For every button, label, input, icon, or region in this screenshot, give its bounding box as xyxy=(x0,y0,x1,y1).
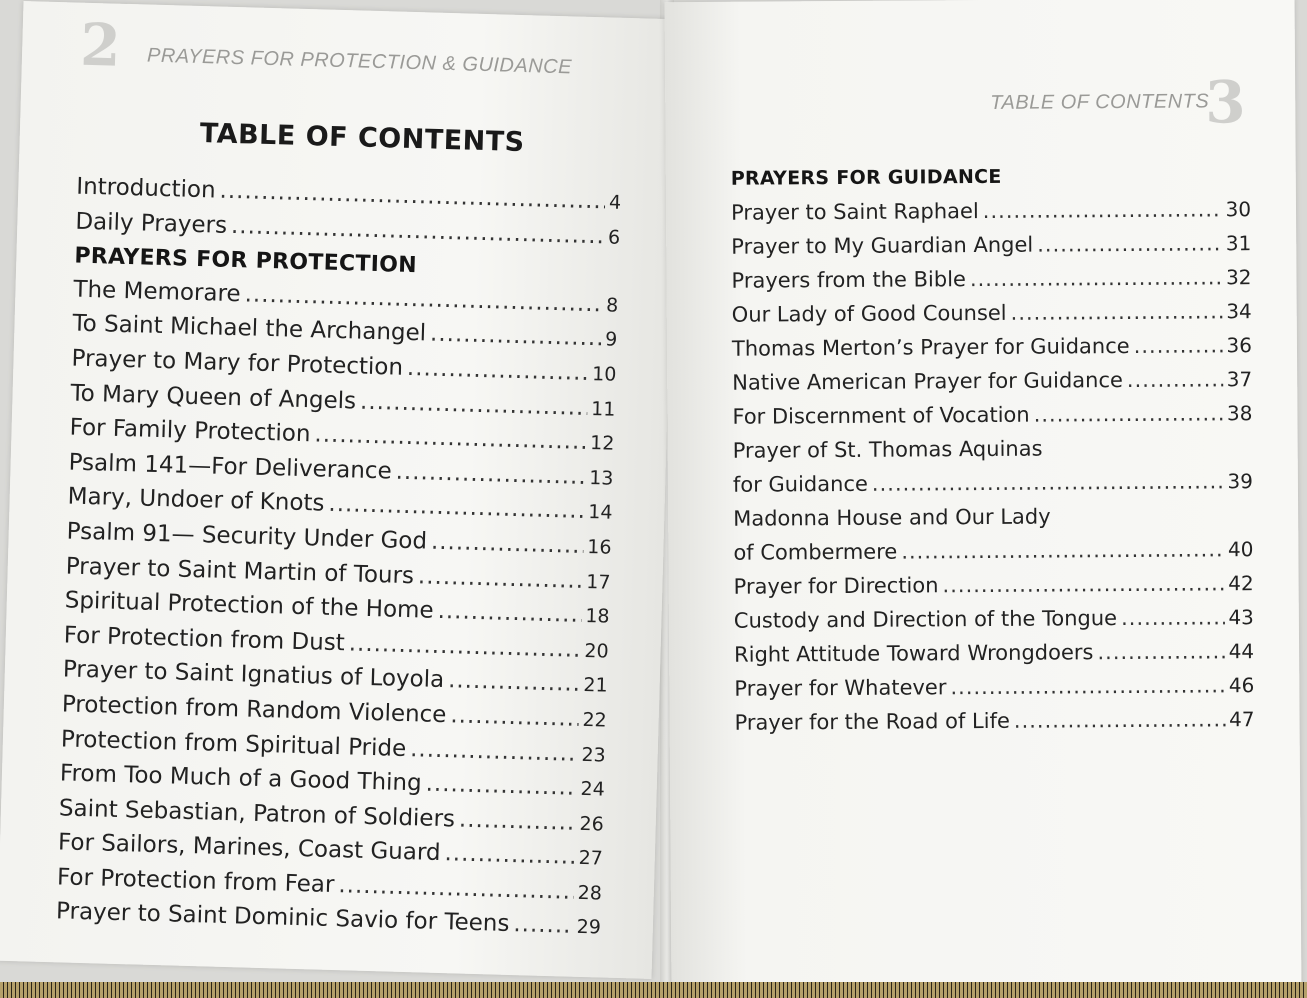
toc-entry-label: Prayers from the Bible xyxy=(731,267,966,293)
toc-entry-page: 6 xyxy=(607,226,621,249)
toc-entry-page: 30 xyxy=(1225,197,1252,222)
toc-entry-label: Custody and Direction of the Tongue xyxy=(733,606,1118,633)
toc-entry-label: From Too Much of a Good Thing xyxy=(59,760,423,797)
toc-entry-page: 10 xyxy=(591,363,617,386)
leader-dots xyxy=(450,699,579,736)
toc-entry xyxy=(733,430,1253,468)
toc-entry-page: 32 xyxy=(1225,265,1252,290)
toc-entry-page: 23 xyxy=(581,743,607,767)
toc-entry-page: 38 xyxy=(1226,401,1253,426)
toc-entry-page: 37 xyxy=(1226,367,1253,392)
toc-entry-label: of Combermere xyxy=(733,539,898,565)
toc-entry-page: 40 xyxy=(1227,537,1254,562)
leader-dots xyxy=(417,560,582,598)
toc-entry xyxy=(733,464,1253,502)
toc-entry-label: To Saint Michael the Archangel xyxy=(72,310,427,347)
toc-entry xyxy=(734,702,1254,740)
toc-entry-page: 46 xyxy=(1228,673,1255,698)
toc-entry xyxy=(734,668,1254,706)
toc-entry-label: For Protection from Dust xyxy=(63,622,346,656)
leader-dots xyxy=(328,488,585,529)
leader-dots xyxy=(410,733,578,771)
toc-entry xyxy=(732,294,1252,332)
toc-entry-label: Thomas Merton’s Prayer for Guidance xyxy=(731,333,1130,361)
leader-dots xyxy=(901,532,1224,568)
leader-dots xyxy=(872,464,1224,500)
toc-entry-label: For Family Protection xyxy=(69,414,311,448)
ruler-edge xyxy=(0,982,1307,998)
leader-dots xyxy=(1134,328,1223,363)
leader-dots xyxy=(431,526,584,564)
toc-entry-label: For Discernment of Vocation xyxy=(732,402,1030,429)
toc-entry-label: Prayer to My Guardian Angel xyxy=(731,232,1034,259)
leader-dots xyxy=(1037,226,1222,261)
toc-entry xyxy=(731,226,1251,264)
toc-entry-label: Prayer for the Road of Life xyxy=(734,708,1010,735)
left-running-head: PRAYERS FOR PROTECTION & GUIDANCE xyxy=(146,44,573,79)
toc-entry-page: 36 xyxy=(1226,333,1253,358)
toc-entry xyxy=(731,192,1251,230)
toc-entry-page: 17 xyxy=(586,570,611,594)
toc-entry xyxy=(733,532,1253,570)
leader-dots xyxy=(444,837,575,874)
toc-entry-page: 4 xyxy=(608,191,622,214)
toc-entry-page: 27 xyxy=(578,847,604,870)
leader-dots xyxy=(1097,634,1224,669)
toc-entry-page: 43 xyxy=(1228,605,1254,630)
toc-entry-label: Psalm 91— Security Under God xyxy=(66,518,428,555)
right-toc-list xyxy=(731,158,1255,740)
toc-entry-label: Introduction xyxy=(76,173,216,204)
toc-entry-page: 21 xyxy=(583,674,608,697)
toc-entry-label: Daily Prayers xyxy=(75,208,228,239)
toc-entry-label: Psalm 141—For Deliverance xyxy=(68,449,393,485)
toc-entry-label: Prayer to Saint Ignatius of Loyola xyxy=(62,656,445,694)
leader-dots xyxy=(448,664,580,701)
toc-entry-page: 42 xyxy=(1228,571,1254,596)
section-heading-guidance: PRAYERS FOR GUIDANCE xyxy=(730,165,1002,190)
protection-entries xyxy=(56,273,619,945)
toc-entry-label: Prayer for Direction xyxy=(733,573,939,599)
toc-entry-label: Prayer of St. Thomas Aquinas xyxy=(732,436,1043,463)
leader-dots xyxy=(430,318,602,356)
leader-dots xyxy=(970,260,1222,296)
toc-entry-page: 34 xyxy=(1226,299,1252,324)
toc-entry xyxy=(731,260,1251,298)
toc-entry-page: 12 xyxy=(589,432,615,455)
toc-entry-label: For Protection from Fear xyxy=(56,864,335,898)
toc-entry xyxy=(734,634,1254,672)
toc-entry-page: 31 xyxy=(1225,231,1252,256)
leader-dots xyxy=(950,668,1225,704)
toc-entry-label: To Mary Queen of Angels xyxy=(70,380,357,415)
toc-entry-page: 11 xyxy=(590,397,616,421)
toc-entry xyxy=(734,566,1254,604)
toc-entry-page: 26 xyxy=(579,812,605,836)
toc-entry-label: Native American Prayer for Guidance xyxy=(732,368,1123,395)
leader-dots xyxy=(1127,362,1223,397)
toc-entry-label: Protection from Random Violence xyxy=(61,691,447,729)
toc-entry-label: Prayer to Saint Martin of Tours xyxy=(65,552,415,589)
right-page-number: 3 xyxy=(1205,68,1246,137)
left-toc-list xyxy=(56,171,622,946)
toc-entry xyxy=(732,362,1252,400)
toc-entry-label: Our Lady of Good Counsel xyxy=(731,300,1007,327)
toc-entry-label: Prayer to Saint Dominic Savio for Teens xyxy=(55,898,510,938)
guidance-entries xyxy=(731,192,1255,740)
toc-entry-label: Saint Sebastian, Patron of Soldiers xyxy=(58,795,456,833)
toc-title: TABLE OF CONTENTS xyxy=(199,118,526,159)
leader-dots xyxy=(513,909,573,944)
toc-entry-label: Prayer for Whatever xyxy=(734,675,947,701)
toc-entry-label: Spiritual Protection of the Home xyxy=(64,587,434,624)
leader-dots xyxy=(338,869,574,909)
right-running-head: TABLE OF CONTENTS xyxy=(990,90,1210,114)
toc-entry-label: Prayer to Saint Raphael xyxy=(730,199,979,225)
toc-entry-label: Mary, Undoer of Knots xyxy=(67,483,325,517)
leader-dots xyxy=(1121,600,1225,635)
leader-dots xyxy=(407,352,589,391)
toc-entry-page: 47 xyxy=(1229,707,1255,732)
leader-dots xyxy=(1014,702,1225,737)
toc-entry-label: for Guidance xyxy=(732,471,868,497)
toc-entry-page: 28 xyxy=(577,881,603,905)
toc-entry xyxy=(732,396,1252,434)
toc-entry-page: 44 xyxy=(1228,639,1255,664)
leader-dots xyxy=(348,627,581,667)
toc-entry-label: For Sailors, Marines, Coast Guard xyxy=(57,829,441,867)
toc-entry xyxy=(733,498,1253,536)
toc-entry-page: 29 xyxy=(576,916,602,939)
leader-dots xyxy=(437,595,582,633)
toc-entry-label: Right Attitude Toward Wrongdoers xyxy=(734,640,1094,667)
leader-dots xyxy=(425,768,577,806)
leader-dots xyxy=(395,455,586,494)
left-page xyxy=(0,1,678,979)
toc-entry-page: 16 xyxy=(587,535,612,559)
right-page xyxy=(665,0,1302,992)
toc-entry-label: Madonna House and Our Lady xyxy=(733,504,1051,531)
toc-entry xyxy=(732,328,1252,366)
left-page-number: 2 xyxy=(79,10,122,80)
toc-entry-page: 8 xyxy=(605,294,619,317)
toc-entry-page: 13 xyxy=(588,466,614,490)
leader-dots xyxy=(458,803,576,840)
section-heading-protection: PRAYERS FOR PROTECTION xyxy=(74,243,418,279)
leader-dots xyxy=(360,385,588,425)
toc-entry-label: The Memorare xyxy=(73,276,242,307)
toc-entry-label: Protection from Spiritual Pride xyxy=(60,725,407,762)
toc-entry-page: 18 xyxy=(585,605,610,628)
leader-dots xyxy=(1034,396,1224,431)
leader-dots xyxy=(942,566,1224,602)
toc-entry-page: 22 xyxy=(582,708,607,732)
toc-entry xyxy=(734,600,1254,638)
toc-entry-label: Prayer to Mary for Protection xyxy=(71,345,404,381)
toc-entry-page: 20 xyxy=(584,639,609,663)
leader-dots xyxy=(1010,294,1222,329)
toc-entry-page: 24 xyxy=(580,778,606,801)
leader-dots xyxy=(983,192,1222,228)
toc-entry-page: 14 xyxy=(587,501,613,525)
toc-entry-page: 39 xyxy=(1227,469,1253,494)
toc-entry-page: 9 xyxy=(604,328,618,352)
